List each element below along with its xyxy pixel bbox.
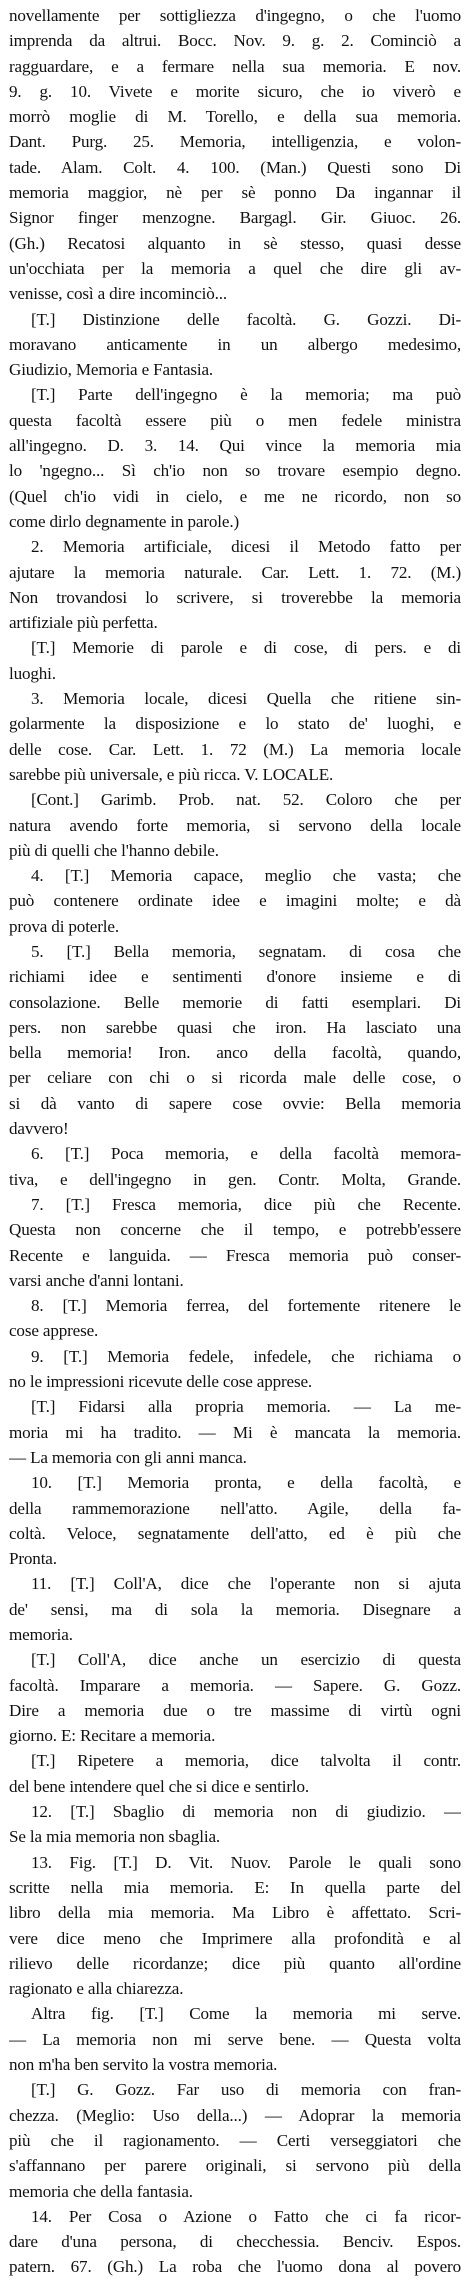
- text-line: no le impressioni ricevute delle cose apprese.: [9, 1372, 313, 1392]
- text-line: — La memoria non mi serve bene. — Questa volta: [9, 2029, 461, 2049]
- text-line: [T.] Ripetere a memoria, dice talvolta il contr.: [31, 1751, 461, 1771]
- text-line: Dant. Purg. 25. Memoria, intelligenzia, e volon-: [9, 132, 461, 152]
- text-line: [Cont.] Garimb. Prob. nat. 52. Coloro che per: [31, 790, 461, 810]
- text-line: 9. g. 10. Vivete e morite sicuro, che io viverò e: [9, 81, 461, 101]
- text-line: questa facoltà essere più o men fedele ministra: [9, 410, 461, 430]
- text-line: più che il ragionamento. — Certi verseggiatori che: [9, 2130, 461, 2150]
- text-line: morrò moglie di M. Torello, e della sua memoria.: [9, 107, 461, 127]
- text-line: richiami idee e sentimenti d'onore insieme e di: [9, 967, 461, 987]
- text-line: (Quel ch'io vidi in cielo, e me ne ricordo, non so: [9, 486, 461, 506]
- text-line: sarebbe più universale, e più ricca. V. LOCALE.: [9, 764, 334, 784]
- text-line: Signor finger menzogne. Bargagl. Gir. Giuoc. 26.: [9, 208, 461, 228]
- text-line: lo 'ngegno... Sì ch'io non so trovare esempio degno.: [9, 461, 461, 481]
- text-line: 11. [T.] Coll'A, dice che l'operante non si ajuta: [31, 1574, 461, 1594]
- text-line: all'ingegno. D. 3. 14. Qui vince la memoria mia: [9, 436, 461, 456]
- text-line: più di quelli che l'hanno debile.: [9, 840, 219, 860]
- text-line: de' sensi, ma di sola la memoria. Disegnare a: [9, 1599, 461, 1619]
- text-line: patern. 67. (Gh.) La roba che l'uomo dona al povero: [9, 2257, 461, 2277]
- text-line: facoltà. Imparare a memoria. — Sapere. G. Gozz.: [9, 1675, 461, 1695]
- text-line: novellamente per sottigliezza d'ingegno, o che l'uomo: [9, 6, 461, 25]
- text-line: natura avendo forte memoria, si servono della locale: [9, 815, 461, 835]
- text-line: [T.] Fidarsi alla propria memoria. — La me-: [31, 1397, 461, 1417]
- text-line: artifiziale più perfetta.: [9, 613, 158, 633]
- text-line: 14. Per Cosa o Azione o Fatto che ci fa ricor-: [31, 2206, 461, 2226]
- text-line: 10. [T.] Memoria pronta, e della facoltà, e: [31, 1473, 461, 1493]
- text-line: scritte nella mia memoria. E: In quella parte del: [9, 1877, 461, 1897]
- text-line: [T.] Distinzione delle facoltà. G. Gozzi. Di-: [31, 309, 461, 329]
- text-line: Giudizio, Memoria e Fantasia.: [9, 360, 214, 380]
- text-line: coltà. Veloce, segnatamente dell'atto, ed è più che: [9, 1523, 461, 1543]
- text-line: venisse, così a dire incominciò...: [9, 284, 228, 304]
- text-line: 8. [T.] Memoria ferrea, del fortemente ritenere le: [31, 1296, 461, 1316]
- text-line: cose apprese.: [9, 1321, 99, 1341]
- text-line: 12. [T.] Sbaglio di memoria non di giudizio. —: [31, 1802, 461, 1822]
- text-line: bella memoria! Iron. anco della facoltà, quando,: [9, 1043, 461, 1063]
- text-line: dare d'una persona, di checchessia. Benciv. Espos.: [9, 2232, 461, 2252]
- text-line: come dirlo degnamente in parole.): [9, 511, 239, 531]
- text-line: Non trovandosi lo scrivere, si troverebbe la memoria: [9, 587, 461, 607]
- text-line: prova di poterle.: [9, 916, 119, 936]
- text-line: Dire a memoria due o tre massime di virtù ogni: [9, 1700, 461, 1720]
- text-line: ragionato e alla chiarezza.: [9, 1979, 184, 1999]
- text-line: 13. Fig. [T.] D. Vit. Nuov. Parole le quali sono: [31, 1852, 461, 1872]
- text-line: chezza. (Meglio: Uso della...) — Adoprar la memoria: [9, 2105, 461, 2125]
- text-line: della rammemorazione nell'atto. Agile, della fa-: [9, 1498, 461, 1518]
- text-line: varsi anche d'anni lontani.: [9, 1270, 184, 1290]
- text-line: 3. Memoria locale, dicesi Quella che ritiene sin-: [31, 689, 461, 709]
- text-line: [T.] G. Gozz. Far uso di memoria con fran-: [31, 2080, 461, 2100]
- text-line: si dà vanto di sapere cose ovvie: Bella memoria: [9, 1093, 461, 1113]
- text-line: moria mi ha tradito. — Mi è mancata la memoria.: [9, 1422, 461, 1442]
- text-line: tiva, e dell'ingegno in gen. Contr. Molta, Grande.: [9, 1169, 461, 1189]
- text-line: Pronta.: [9, 1549, 57, 1569]
- text-line: tade. Alam. Colt. 4. 100. (Man.) Questi sono Di: [9, 157, 461, 177]
- text-line: delle cose. Car. Lett. 1. 72 (M.) La memoria locale: [9, 739, 461, 759]
- text-line: Altra fig. [T.] Come la memoria mi serve.: [31, 2004, 461, 2024]
- text-line: per celiare con chi o si ricorda male delle cose, o: [9, 1068, 461, 1088]
- text-line: ajutare la memoria naturale. Car. Lett. 1. 72. (M.): [9, 562, 461, 582]
- text-line: un'occhiata per la memoria a quel che dire gli av-: [9, 258, 461, 278]
- text-line: [T.] Coll'A, dice anche un esercizio di questa: [31, 1650, 461, 1670]
- text-line: 4. [T.] Memoria capace, meglio che vasta; che: [31, 866, 461, 886]
- text-line: 9. [T.] Memoria fedele, infedele, che richiama o: [31, 1346, 461, 1366]
- text-line: non m'ha ben servito la vostra memoria.: [9, 2055, 278, 2075]
- text-line: del bene intendere quel che si dice e sentirlo.: [9, 1776, 310, 1796]
- text-line: Questa non concerne che il tempo, e potrebb'essere: [9, 1220, 461, 1240]
- text-line: 7. [T.] Fresca memoria, dice più che Recente.: [31, 1194, 461, 1214]
- text-line: vere dice meno che Imprimere alla profondità e al: [9, 1928, 461, 1948]
- text-line: davvero!: [9, 1119, 69, 1139]
- text-line: s'affannano per parere originali, si servono più della: [9, 2156, 461, 2176]
- text-line: (Gh.) Recatosi alquanto in sè stesso, quasi desse: [9, 233, 461, 253]
- text-line: — La memoria con gli anni manca.: [9, 1447, 247, 1467]
- text-line: moravano anticamente in un albergo medesimo,: [9, 334, 461, 354]
- text-line: memoria.: [9, 1625, 73, 1644]
- text-line: ragguardare, e a fermare nella sua memoria. E nov.: [9, 56, 461, 76]
- text-line: memoria maggior, nè per sè ponno Da ingannar il: [9, 183, 461, 203]
- text-line: [T.] Parte dell'ingegno è la memoria; ma può: [31, 385, 461, 405]
- text-line: rilievo delle ricordanze; dice più quanto all'ordine: [9, 1953, 461, 1973]
- text-line: memoria che della fantasia.: [9, 2181, 193, 2201]
- text-line: luoghi.: [9, 663, 56, 683]
- text-line: consolazione. Belle memorie di fatti esemplari. Di: [9, 992, 461, 1012]
- text-line: golarmente la disposizione e lo stato de' luoghi, e: [9, 714, 461, 734]
- text-line: libro della mia memoria. Ma Libro è affettato. Scri-: [9, 1903, 461, 1923]
- text-line: 5. [T.] Bella memoria, segnatam. di cosa che: [31, 941, 461, 961]
- text-line: 2. Memoria artificiale, dicesi il Metodo fatto per: [31, 537, 461, 557]
- text-line: imprenda da altrui. Bocc. Nov. 9. g. 2. Cominciò a: [9, 31, 461, 51]
- text-line: 6. [T.] Poca memoria, e della facoltà memora-: [31, 1144, 461, 1164]
- text-line: giorno. E: Recitare a memoria.: [9, 1726, 216, 1746]
- text-line: Recente e languida. — Fresca memoria può conser-: [9, 1245, 461, 1265]
- text-line: può contenere ordinate idee e imagini molte; e dà: [9, 891, 461, 911]
- text-line: pers. non sarebbe quasi che iron. Ha lasciato una: [9, 1017, 461, 1037]
- text-line: [T.] Memorie di parole e di cose, di pers. e di: [31, 638, 461, 658]
- text-line: Se la mia memoria non sbaglia.: [9, 1827, 221, 1847]
